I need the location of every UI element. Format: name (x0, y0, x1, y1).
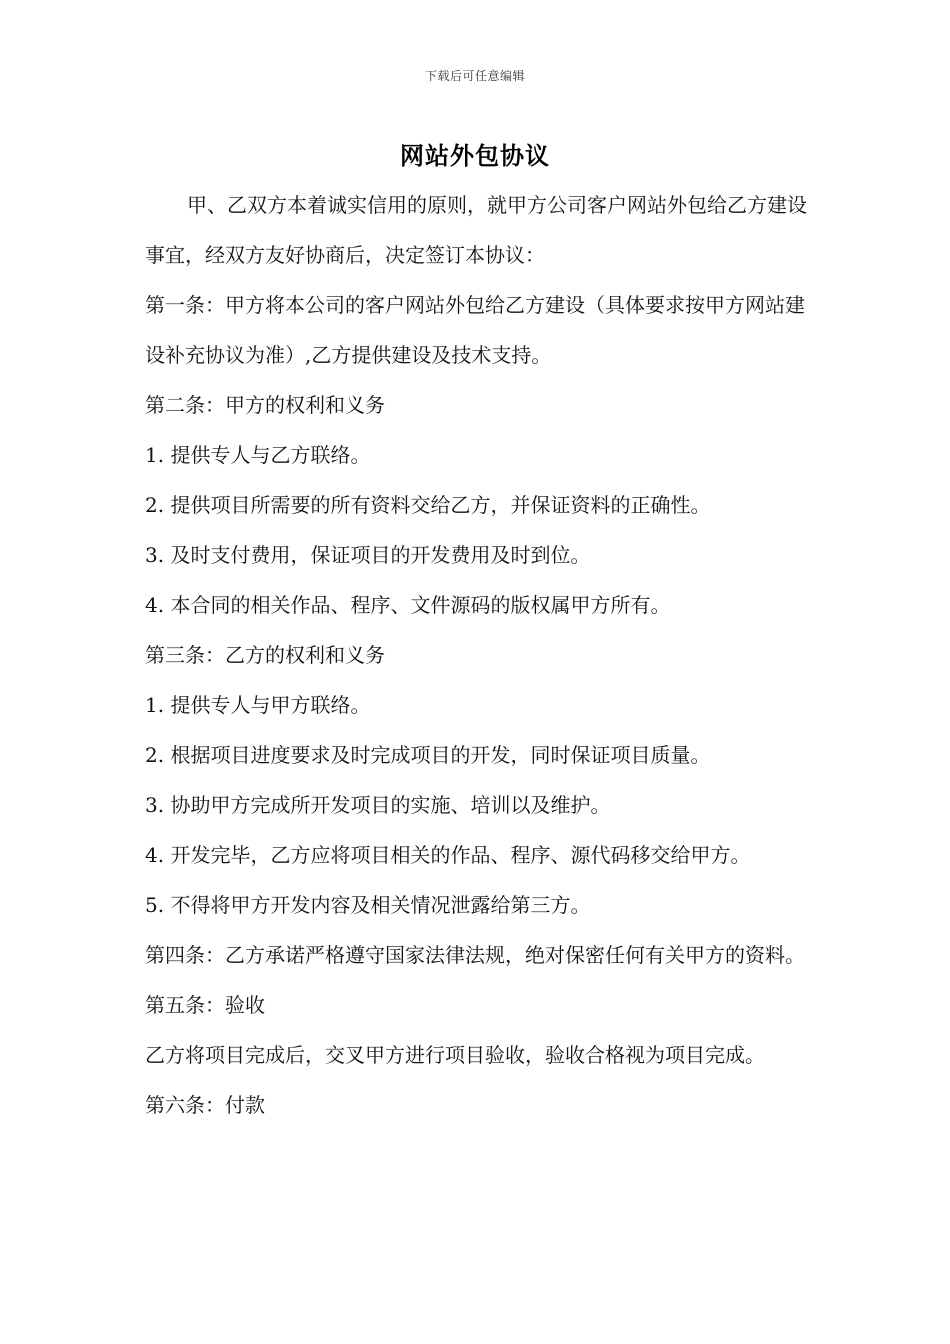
intro-paragraph: 甲、乙双方本着诚实信用的原则，就甲方公司客户网站外包给乙方建设事宜，经双方友好协商后，决定签订本协议： (145, 193, 807, 267)
article-3-item-4: 4. 开发完毕，乙方应将项目相关的作品、程序、源代码移交给甲方。 (145, 843, 751, 867)
article-6-heading: 第六条：付款 (145, 1093, 265, 1117)
document-body (145, 180, 820, 1130)
article-1: 第一条：甲方将本公司的客户网站外包给乙方建设（具体要求按甲方网站建设补充协议为准）,乙方提供建设及技术支持。 (145, 293, 805, 367)
article-4: 第四条：乙方承诺严格遵守国家法律法规，绝对保密任何有关甲方的资料。 (145, 943, 805, 967)
header-note: 下载后可任意编辑 (424, 69, 525, 83)
page-title: 网站外包协议 (400, 141, 550, 170)
article-2-item-3: 3. 及时支付费用，保证项目的开发费用及时到位。 (145, 543, 591, 567)
article-3-item-3: 3. 协助甲方完成所开发项目的实施、培训以及维护。 (145, 793, 611, 817)
article-5-heading: 第五条：验收 (145, 993, 265, 1017)
article-2-item-2: 2. 提供项目所需要的所有资料交给乙方，并保证资料的正确性。 (145, 493, 711, 517)
article-2-item-4: 4. 本合同的相关作品、程序、文件源码的版权属甲方所有。 (145, 593, 671, 617)
article-3-heading: 第三条：乙方的权利和义务 (145, 643, 385, 667)
article-5-body: 乙方将项目完成后，交叉甲方进行项目验收，验收合格视为项目完成。 (145, 1043, 765, 1067)
article-3-item-5: 5. 不得将甲方开发内容及相关情况泄露给第三方。 (145, 893, 591, 917)
article-3-item-2: 2. 根据项目进度要求及时完成项目的开发，同时保证项目质量。 (145, 743, 711, 767)
article-3-item-1: 1. 提供专人与甲方联络。 (145, 693, 371, 717)
article-2-heading: 第二条：甲方的权利和义务 (145, 393, 385, 417)
article-2-item-1: 1. 提供专人与乙方联络。 (145, 443, 371, 467)
